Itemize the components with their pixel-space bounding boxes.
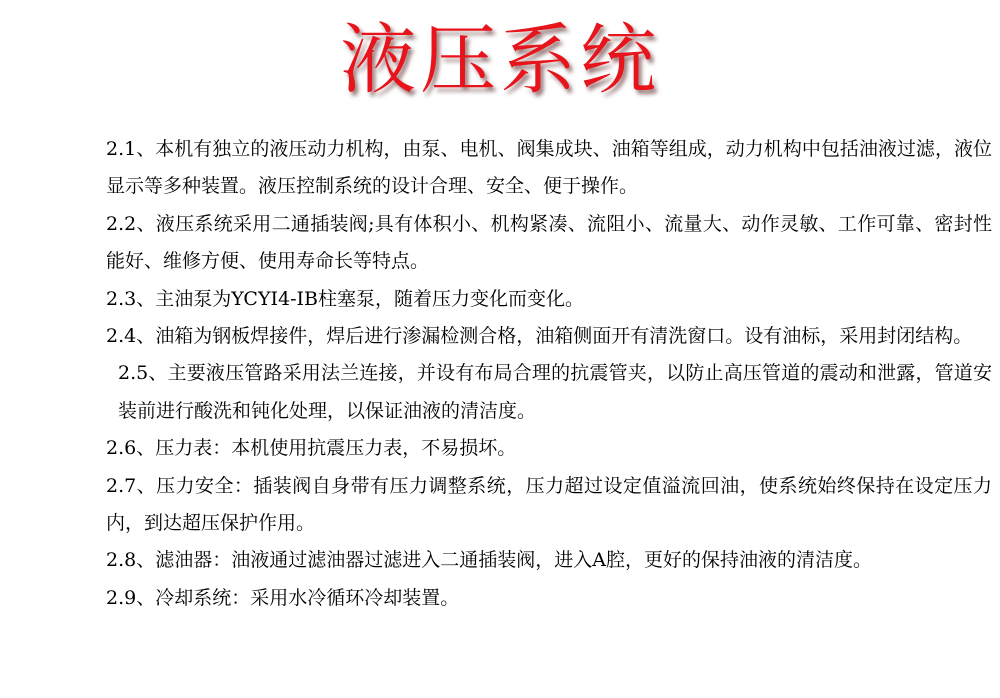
page-title: 液压系统 (340, 15, 660, 104)
paragraph-2-9: 2.9、冷却系统：采用水冷循环冷却装置。 (106, 586, 460, 609)
paragraph-2-3: 2.3、主油泵为YCYI4-IB柱塞泵，随着压力变化而变化。 (106, 287, 584, 310)
document-body (106, 131, 992, 617)
paragraph-2-7: 2.7、压力安全：插装阀自身带有压力调整系统，压力超过设定值溢流回油，使系统始终保持在设定压力内，到达超压保护作用。 (106, 474, 992, 535)
paragraph-2-5: 2.5、主要液压管路采用法兰连接，并设有布局合理的抗震管夹，以防止高压管道的震动和泄露，管道安装前进行酸洗和钝化处理，以保证油液的清洁度。 (118, 362, 992, 422)
paragraph-2-8: 2.8、滤油器：油液通过滤油器过滤进入二通插装阀，进入A腔，更好的保持油液的清洁度。 (106, 549, 872, 572)
paragraph-2-2: 2.2、液压系统采用二通插装阀;具有体积小、机构紧凑、流阻小、流量大、动作灵敏、工作可靠、密封性能好、维修方便、使用寿命长等特点。 (106, 212, 992, 273)
paragraph-2-6: 2.6、压力表：本机使用抗震压力表，不易损坏。 (106, 437, 517, 460)
paragraph-2-1: 2.1、本机有独立的液压动力机构，由泵、电机、阀集成块、油箱等组成，动力机构中包括油液过滤，液位显示等多种装置。液压控制系统的设计合理、安全、便于操作。 (106, 138, 992, 198)
paragraph-2-4: 2.4、油箱为钢板焊接件，焊后进行渗漏检测合格，油箱侧面开有清洗窗口。设有油标，采用封闭结构。 (106, 325, 973, 348)
